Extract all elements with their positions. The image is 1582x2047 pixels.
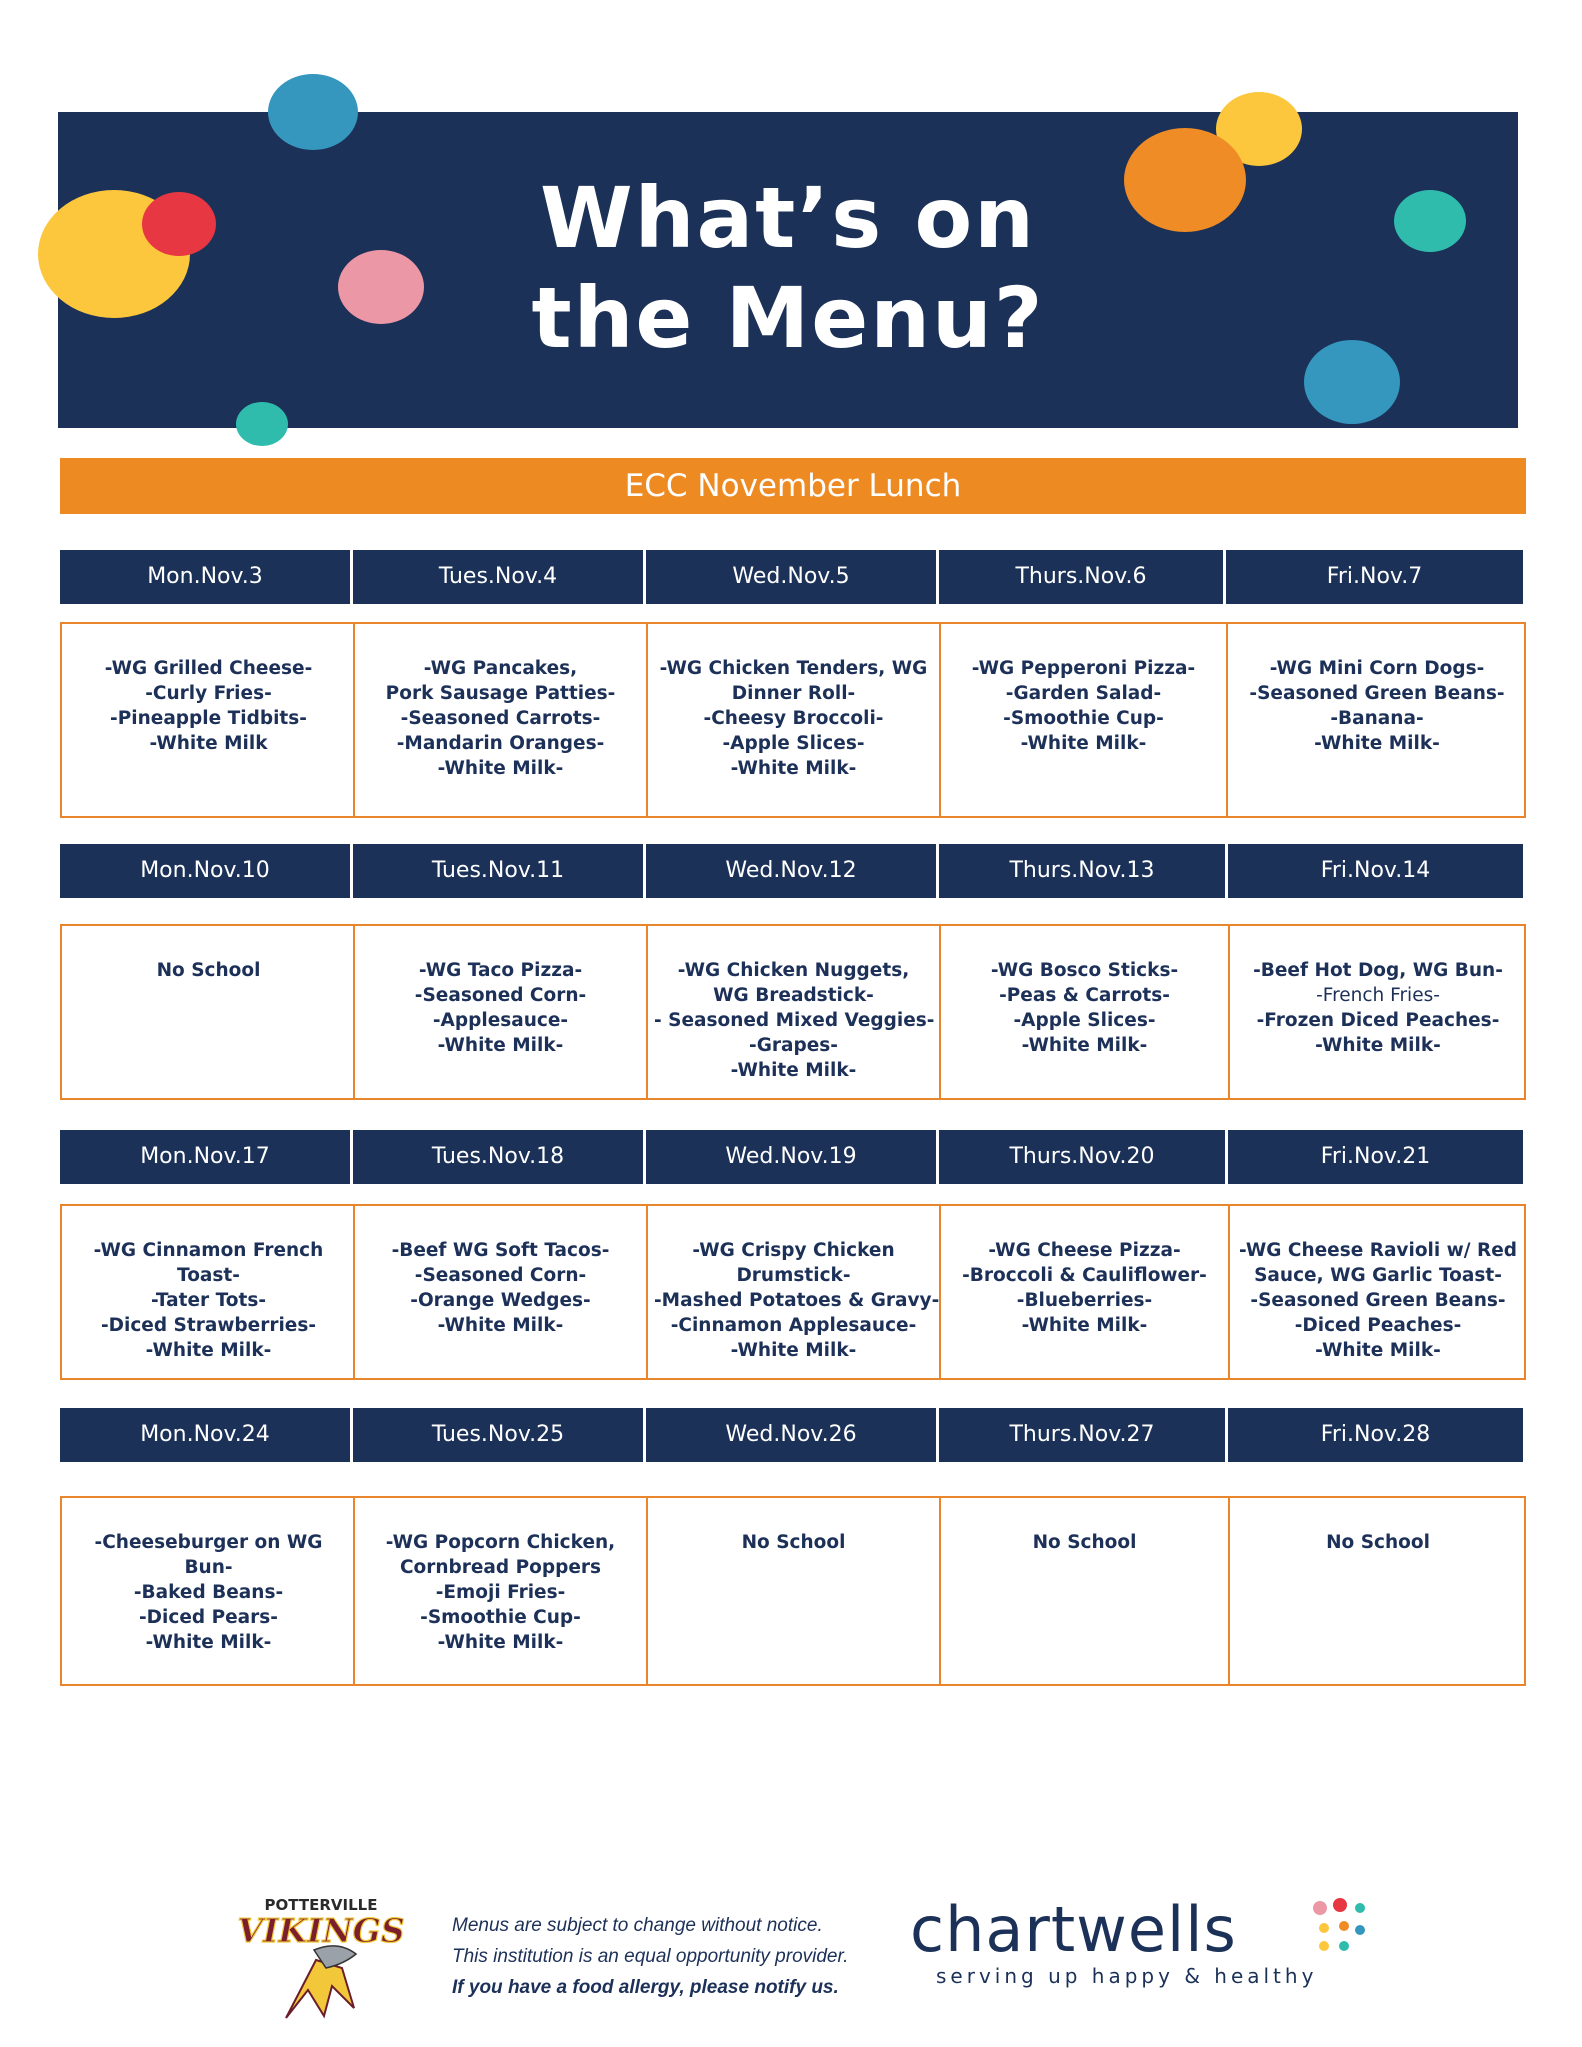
no-school-label: No School (741, 1532, 846, 1553)
menu-item: -White Milk- (730, 1340, 857, 1361)
menu-item: -White Milk- (1314, 733, 1440, 754)
menu-item: -Smoothie Cup- (420, 1607, 581, 1628)
page-title (58, 168, 1518, 368)
menu-item: -WG Chicken Nuggets, (677, 960, 910, 981)
logo-top-text: POTTERVILLE (264, 1896, 378, 1914)
menu-item: -WG Cinnamon French (93, 1240, 324, 1261)
day-header: Fri.Nov.7 (1226, 550, 1523, 604)
menu-item: -Seasoned Green Beans- (1249, 683, 1505, 704)
logo-main-text: VIKINGS (237, 1911, 405, 1950)
menu-item: -Seasoned Green Beans- (1250, 1290, 1506, 1311)
menu-item: Dinner Roll- (731, 683, 856, 704)
day-header: Fri.Nov.21 (1228, 1130, 1523, 1184)
day-header: Tues.Nov.4 (353, 550, 643, 604)
menu-item: - Seasoned Mixed Veggies- (654, 1010, 935, 1031)
day-header: Tues.Nov.18 (353, 1130, 643, 1184)
menu-subtitle: ECC November Lunch (60, 458, 1526, 514)
day-header: Mon.Nov.17 (60, 1130, 350, 1184)
menu-item: -White Milk- (1315, 1035, 1441, 1056)
day-header: Mon.Nov.3 (60, 550, 350, 604)
menu-item: -WG Pepperoni Pizza- (971, 658, 1196, 679)
menu-item: -Seasoned Corn- (414, 1265, 587, 1286)
day-header: Mon.Nov.24 (60, 1408, 350, 1462)
menu-item: -Peas & Carrots- (999, 985, 1170, 1006)
menu-cell (62, 1498, 355, 1684)
menu-cell (1228, 1206, 1526, 1378)
menu-item: -Apple Slices- (722, 733, 865, 754)
menu-item: -Mashed Potatoes & Gravy- (654, 1290, 940, 1311)
menu-item: -Diced Strawberries- (100, 1315, 317, 1336)
menu-item: -White Milk- (1315, 1340, 1441, 1361)
menu-cell (62, 624, 355, 816)
menu-item: -Apple Slices- (1013, 1010, 1156, 1031)
title-line-2: the Menu? (531, 269, 1045, 367)
day-header: Wed.Nov.5 (646, 550, 936, 604)
menu-item: -Banana- (1330, 708, 1424, 729)
no-school-label: No School (1326, 1532, 1430, 1553)
menu-item: -White Milk- (437, 1632, 564, 1653)
menu-item: -Smoothie Cup- (1003, 708, 1164, 729)
menu-cell (939, 624, 1226, 816)
menu-week (60, 1130, 1528, 1380)
menu-cell (1228, 926, 1526, 1098)
menu-cell (939, 1206, 1228, 1378)
title-line-1: What’s on (540, 169, 1036, 267)
menu-item: -White Milk- (730, 758, 857, 779)
menu-item: -Broccoli & Cauliflower- (962, 1265, 1207, 1286)
menu-row (60, 924, 1526, 1100)
menu-cell (353, 624, 646, 816)
menu-week (60, 844, 1528, 1100)
menu-item: -White Milk- (1020, 733, 1147, 754)
menu-item: -WG Grilled Cheese- (104, 658, 313, 679)
menu-item: -Applesauce- (432, 1010, 569, 1031)
menu-item: -Seasoned Carrots- (400, 708, 601, 729)
menu-week (60, 1408, 1528, 1686)
menu-cell (646, 1498, 939, 1684)
menu-item: -WG Bosco Sticks- (990, 960, 1179, 981)
menu-item: -White Milk- (145, 1340, 272, 1361)
allergy-note: If you have a food allergy, please notify us. (452, 1977, 839, 1998)
menu-row (60, 622, 1526, 818)
menu-item: -White Milk- (1021, 1035, 1148, 1056)
menu-item: -Beef WG Soft Tacos- (391, 1240, 610, 1261)
day-header: Thurs.Nov.6 (939, 550, 1223, 604)
vikings-logo (237, 1890, 405, 2020)
menu-item: -White Milk- (730, 1060, 857, 1081)
day-header-row (60, 1408, 1528, 1462)
day-header: Tues.Nov.11 (353, 844, 643, 898)
menu-item: -French Fries- (1316, 985, 1440, 1006)
footer-notes (452, 1910, 848, 2003)
menu-item: -Beef Hot Dog, WG Bun- (1253, 960, 1503, 981)
brand-name: chartwells (910, 1893, 1237, 1966)
day-header: Wed.Nov.26 (646, 1408, 936, 1462)
menu-cell (646, 624, 939, 816)
chartwells-logo (910, 1893, 1318, 1988)
menu-cell (62, 926, 355, 1098)
menu-item: -Garden Salad- (1005, 683, 1162, 704)
menu-item: -Grapes- (749, 1035, 838, 1056)
footer-note: This institution is an equal opportunity provider. (452, 1946, 849, 1967)
decor-dot (236, 402, 288, 446)
menu-cell (353, 926, 646, 1098)
menu-item: -WG Cheese Pizza- (988, 1240, 1181, 1261)
menu-item: -WG Cheese Ravioli w/ Red (1238, 1240, 1517, 1261)
menu-item: -WG Pancakes, (423, 658, 578, 679)
menu-cell (646, 1206, 939, 1378)
menu-item: Sauce, WG Garlic Toast- (1254, 1265, 1502, 1286)
menu-cell (939, 926, 1228, 1098)
header-banner (58, 112, 1518, 428)
menu-cell (939, 1498, 1228, 1684)
menu-item: Cornbread Poppers (399, 1557, 602, 1578)
day-header: Thurs.Nov.13 (939, 844, 1225, 898)
menu-item: -Emoji Fries- (435, 1582, 566, 1603)
menu-item: -Cheesy Broccoli- (703, 708, 884, 729)
menu-cell (353, 1206, 646, 1378)
menu-item: -Baked Beans- (133, 1582, 284, 1603)
day-header: Thurs.Nov.27 (939, 1408, 1225, 1462)
menu-item: -WG Popcorn Chicken, (385, 1532, 616, 1553)
menu-item: Drumstick- (736, 1265, 851, 1286)
menu-item: -White Milk- (437, 1035, 564, 1056)
no-school-label: No School (156, 960, 261, 981)
menu-item: -White Milk- (437, 1315, 564, 1336)
decor-dot (268, 74, 358, 150)
menu-item: Pork Sausage Patties- (385, 683, 616, 704)
day-header: Tues.Nov.25 (353, 1408, 643, 1462)
menu-item: -Diced Pears- (139, 1607, 278, 1628)
menu-item: -Pineapple Tidbits- (110, 708, 307, 729)
menu-item: -Curly Fries- (145, 683, 272, 704)
day-header: Wed.Nov.19 (646, 1130, 936, 1184)
day-header: Fri.Nov.14 (1228, 844, 1523, 898)
menu-cell (62, 1206, 355, 1378)
menu-cell (353, 1498, 646, 1684)
day-header: Fri.Nov.28 (1228, 1408, 1523, 1462)
menu-item: -Cinnamon Applesauce- (670, 1315, 917, 1336)
day-header: Thurs.Nov.20 (939, 1130, 1225, 1184)
menu-item: -Cheeseburger on WG (94, 1532, 323, 1553)
menu-item: -Orange Wedges- (410, 1290, 591, 1311)
menu-cell (1226, 624, 1526, 816)
menu-item: -White Milk- (437, 758, 564, 779)
menu-cell (646, 926, 939, 1098)
menu-item: -Frozen Diced Peaches- (1256, 1010, 1500, 1031)
day-header-row (60, 1130, 1528, 1184)
menu-item: -Seasoned Corn- (414, 985, 587, 1006)
menu-item: Bun- (184, 1557, 233, 1578)
day-header: Wed.Nov.12 (646, 844, 936, 898)
day-header-row (60, 844, 1528, 898)
day-header: Mon.Nov.10 (60, 844, 350, 898)
menu-item: -WG Chicken Tenders, WG (659, 658, 928, 679)
menu-item: -White Milk (149, 733, 268, 754)
menu-item: -Diced Peaches- (1294, 1315, 1462, 1336)
menu-row (60, 1496, 1526, 1686)
menu-row (60, 1204, 1526, 1380)
menu-item: -Blueberries- (1016, 1290, 1153, 1311)
brand-dots-icon (1310, 1896, 1370, 1956)
menu-item: -Mandarin Oranges- (396, 733, 605, 754)
menu-item: WG Breadstick- (713, 985, 874, 1006)
menu-cell (1228, 1498, 1526, 1684)
menu-item: -Tater Tots- (150, 1290, 267, 1311)
no-school-label: No School (1032, 1532, 1137, 1553)
footer-note: Menus are subject to change without notice. (452, 1915, 823, 1936)
menu-item: -WG Mini Corn Dogs- (1269, 658, 1485, 679)
menu-item: -White Milk- (145, 1632, 272, 1653)
menu-item: -WG Taco Pizza- (418, 960, 583, 981)
menu-item: -White Milk- (1021, 1315, 1148, 1336)
menu-item: Toast- (177, 1265, 240, 1286)
menu-week (60, 550, 1528, 818)
menu-item: -WG Crispy Chicken (692, 1240, 895, 1261)
day-header-row (60, 550, 1528, 604)
brand-tagline: serving up happy & healthy (936, 1964, 1318, 1988)
